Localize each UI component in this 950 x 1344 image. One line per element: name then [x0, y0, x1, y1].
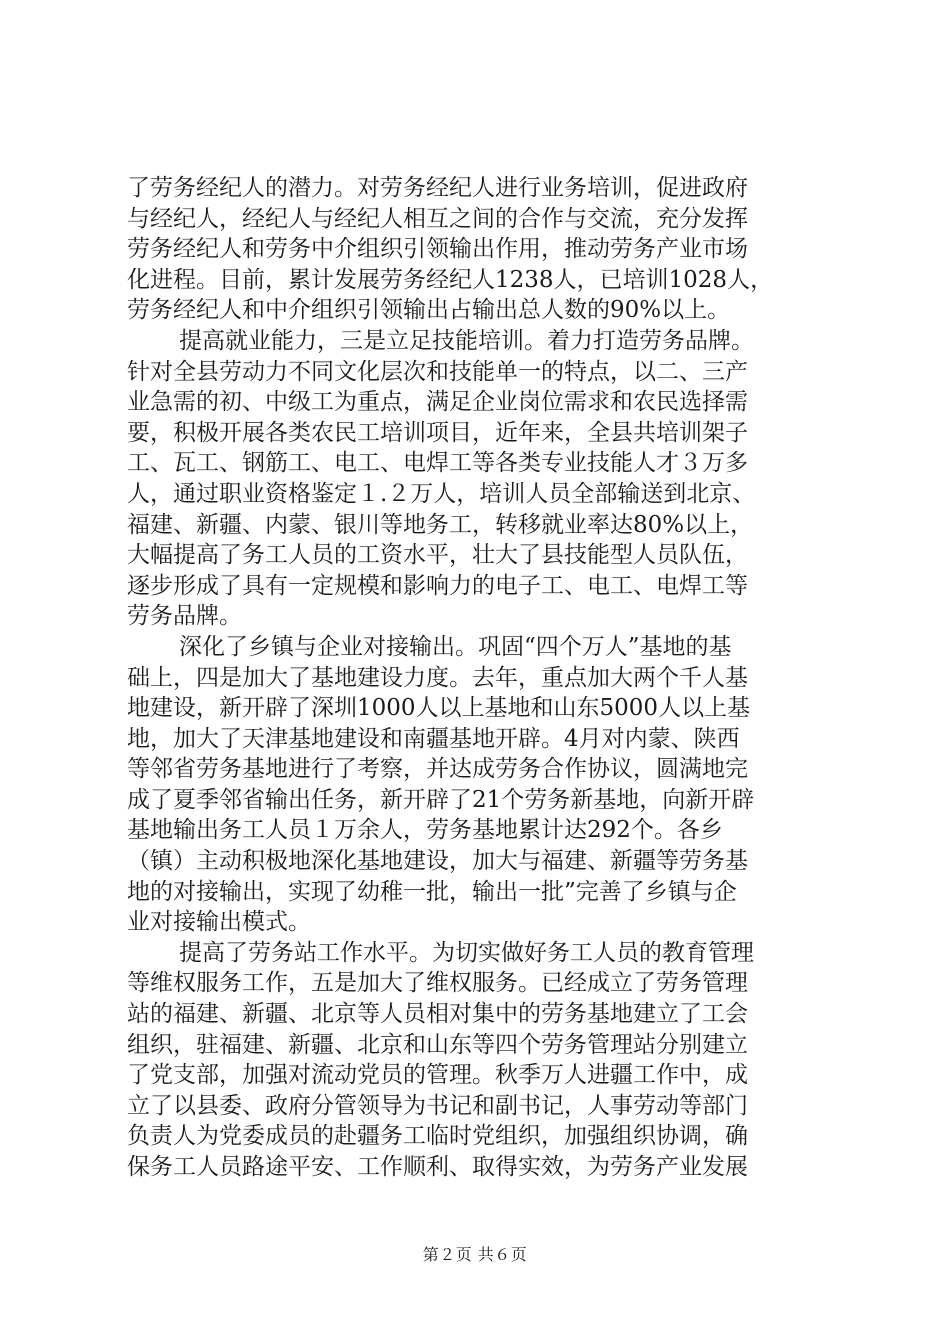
- text-line: 业急需的初、中级工为重点，满足企业岗位需求和农民选择需: [127, 389, 748, 416]
- text-line: 组织，驻福建、新疆、北京和山东等四个劳务管理站分别建立: [127, 1031, 748, 1058]
- text-line: 提高了劳务站工作水平。为切实做好务工人员的教育管理: [179, 939, 754, 966]
- text-line: 劳务经纪人和中介组织引领输出占输出总人数的90%以上。: [127, 297, 731, 324]
- text-line: 保务工人员路途平安、工作顺利、取得实效，为劳务产业发展: [127, 1154, 748, 1180]
- text-line: 基地输出务工人员１万余人，劳务基地累计达292个。各乡: [127, 817, 723, 844]
- text-line: 地，加大了天津基地建设和南疆基地开辟。4月对内蒙、陕西: [127, 725, 740, 752]
- page-number-footer: 第２页 共６页: [422, 1245, 528, 1264]
- text-line: 等维权服务工作，五是加大了维权服务。已经成立了劳务管理: [127, 970, 748, 997]
- text-line: （镇）主动积极地深化基地建设，加大与福建、新疆等劳务基: [127, 848, 748, 875]
- text-line: 了劳务经纪人的潜力。对劳务经纪人进行业务培训，促进政府: [127, 175, 748, 201]
- text-line: 逐步形成了具有一定规模和影响力的电子工、电工、电焊工等: [127, 572, 748, 599]
- text-line: 福建、新疆、内蒙、银川等地务工，转移就业率达80%以上，: [127, 511, 754, 538]
- text-line: 化进程。目前，累计发展劳务经纪人1238人，已培训1028人，: [127, 266, 774, 293]
- text-line: 人，通过职业资格鉴定１.２万人，培训人员全部输送到北京、: [127, 480, 756, 507]
- text-line: 立了以县委、政府分管领导为书记和副书记，人事劳动等部门: [127, 1092, 748, 1119]
- text-line: 等邻省劳务基地进行了考察，并达成劳务合作协议，圆满地完: [127, 756, 748, 783]
- text-line: 工、瓦工、钢筋工、电工、电焊工等各类专业技能人才３万多: [127, 450, 748, 477]
- text-line: 负责人为党委成员的赴疆务工临时党组织，加强组织协调，确: [127, 1123, 748, 1150]
- text-line: 业对接输出模式。: [127, 909, 311, 936]
- text-line: 成了夏季邻省输出任务，新开辟了21个劳务新基地，向新开辟: [127, 786, 755, 813]
- text-line: 站的福建、新疆、北京等人员相对集中的劳务基地建立了工会: [127, 1001, 748, 1028]
- text-line: 提高就业能力，三是立足技能培训。着力打造劳务品牌。: [179, 327, 754, 354]
- text-line: 劳务经纪人和劳务中介组织引领输出作用，推动劳务产业市场: [127, 236, 748, 263]
- text-line: 地的对接输出，实现了幼稚一批，输出一批”完善了乡镇与企: [127, 878, 737, 905]
- text-line: 针对全县劳动力不同文化层次和技能单一的特点，以二、三产: [127, 358, 748, 385]
- text-line: 础上，四是加大了基地建设力度。去年，重点加大两个千人基: [127, 664, 748, 691]
- text-line: 地建设，新开辟了深圳1000人以上基地和山东5000人以上基: [127, 695, 751, 722]
- text-line: 与经纪人，经纪人与经纪人相互之间的合作与交流，充分发挥: [127, 205, 748, 232]
- document-body: [127, 173, 827, 1183]
- text-line: 了党支部，加强对流动党员的管理。秋季万人进疆工作中，成: [127, 1062, 748, 1089]
- text-line: 劳务品牌。: [127, 603, 242, 630]
- text-line: 要，积极开展各类农民工培训项目，近年来，全县共培训架子: [127, 419, 748, 446]
- text-line: 深化了乡镇与企业对接输出。巩固“四个万人”基地的基: [179, 633, 732, 660]
- text-line: 大幅提高了务工人员的工资水平，壮大了县技能型人员队伍，: [127, 542, 748, 569]
